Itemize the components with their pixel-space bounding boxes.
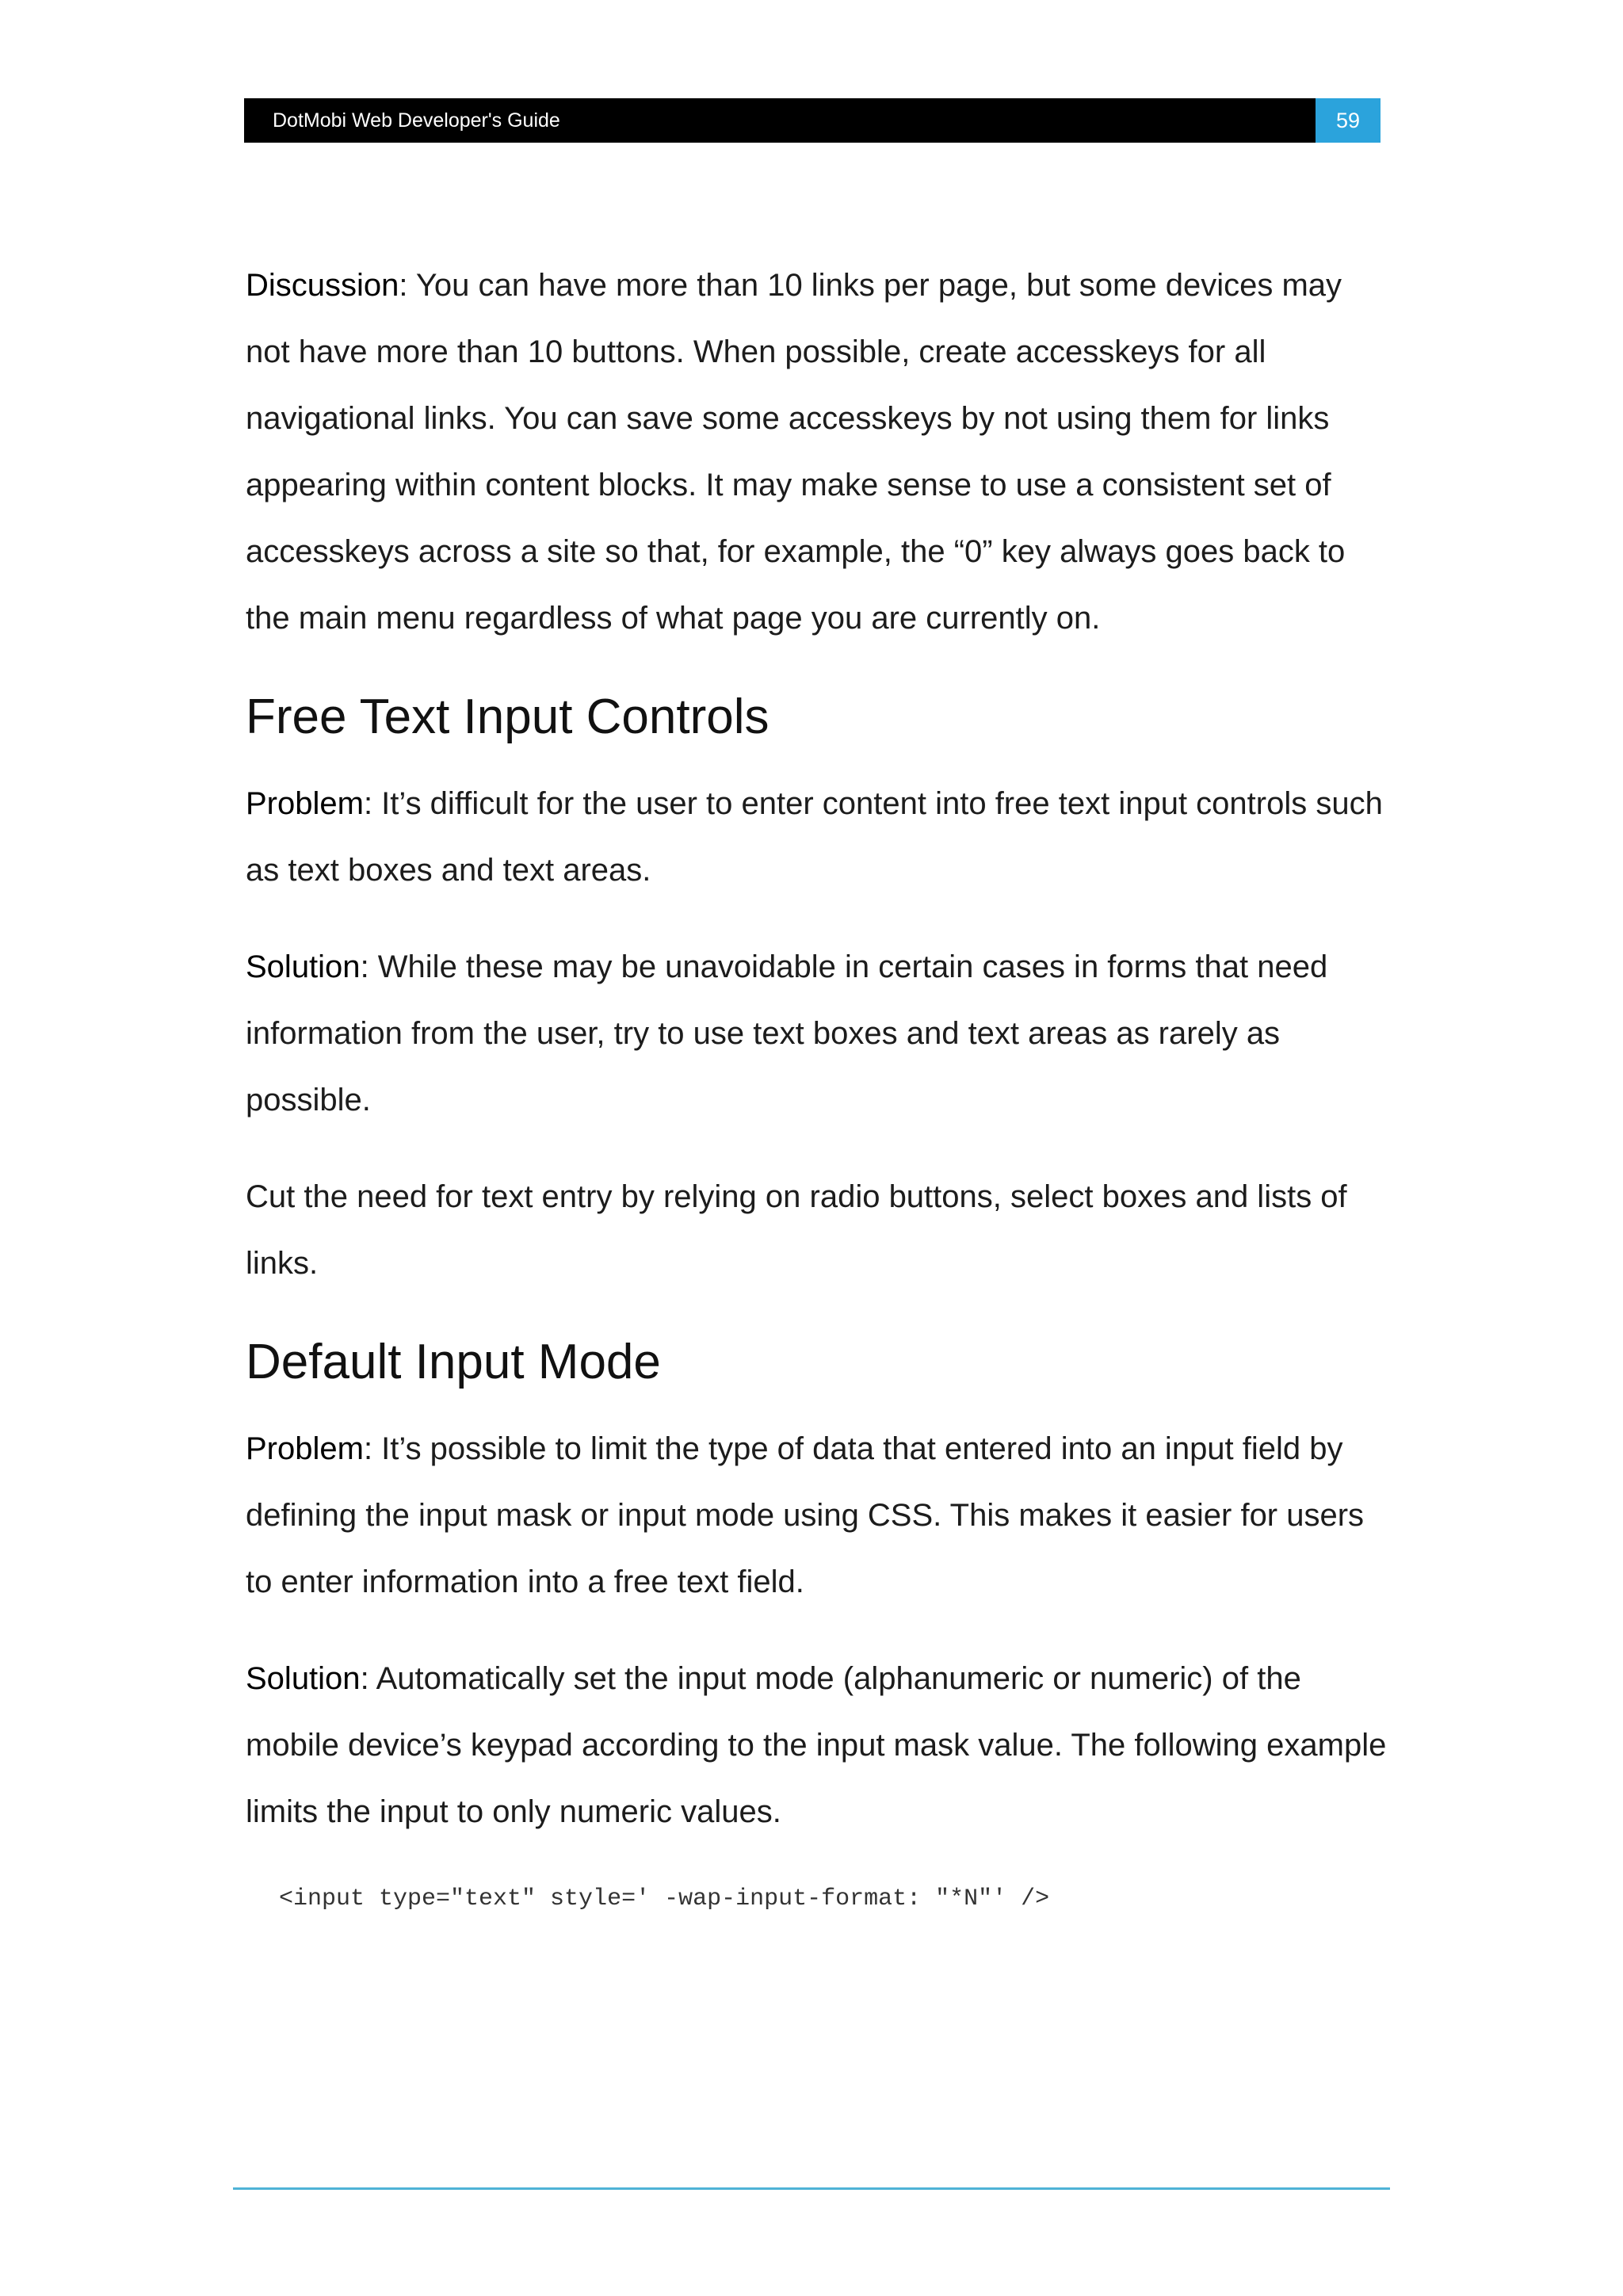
discussion-paragraph xyxy=(246,252,1387,651)
problem-paragraph-2 xyxy=(246,1415,1387,1615)
code-example: <input type="text" style=' -wap-input-format: "*N"' /> xyxy=(279,1885,1050,1912)
page-content xyxy=(246,252,1387,1923)
solution-paragraph-2 xyxy=(246,1645,1387,1845)
solution-label-1: Solution xyxy=(246,949,361,984)
discussion-text: : You can have more than 10 links per page, but some devices may not have more than 10 buttons. When possible, create accesskeys for all navigational links. You can save some accesskeys by not using them for links appearing within content blocks. It may make sense to use a consistent set of accesskeys across a site so that, for example, the “0” key always goes back to the main menu regardless of what page you are currently on. xyxy=(246,268,1346,636)
header-title: DotMobi Web Developer's Guide xyxy=(273,109,560,132)
free-text-input-controls-heading: Free Text Input Controls xyxy=(246,690,769,744)
problem-paragraph-1 xyxy=(246,770,1387,904)
solution-paragraph-1 xyxy=(246,934,1387,1133)
problem-label-1: Problem xyxy=(246,786,364,821)
solution-text-1: : While these may be unavoidable in certain cases in forms that need information from the user, try to use text boxes and text areas as rarely as possible. xyxy=(246,949,1328,1117)
problem-label-2: Problem xyxy=(246,1431,364,1466)
problem-text-2: : It’s possible to limit the type of data that entered into an input field by defining the input mask or input mode using CSS. This makes it easier for users to enter information into a free text field. xyxy=(246,1431,1365,1599)
text-entry-paragraph: Cut the need for text entry by relying on radio buttons, select boxes and lists of links. xyxy=(246,1179,1347,1281)
problem-text-1: : It’s difficult for the user to enter content into free text input controls such as text boxes and text areas. xyxy=(246,786,1383,888)
discussion-label: Discussion xyxy=(246,268,399,303)
page-header xyxy=(244,98,1381,143)
solution-label-2: Solution xyxy=(246,1661,361,1696)
page-number-badge: 59 xyxy=(1316,98,1381,143)
footer-rule xyxy=(233,2187,1390,2190)
solution-text-2: : Automatically set the input mode (alphanumeric or numeric) of the mobile device’s keypad according to the input mask value. The following example limits the input to only numeric values. xyxy=(246,1661,1387,1829)
default-input-mode-heading: Default Input Mode xyxy=(246,1335,661,1389)
